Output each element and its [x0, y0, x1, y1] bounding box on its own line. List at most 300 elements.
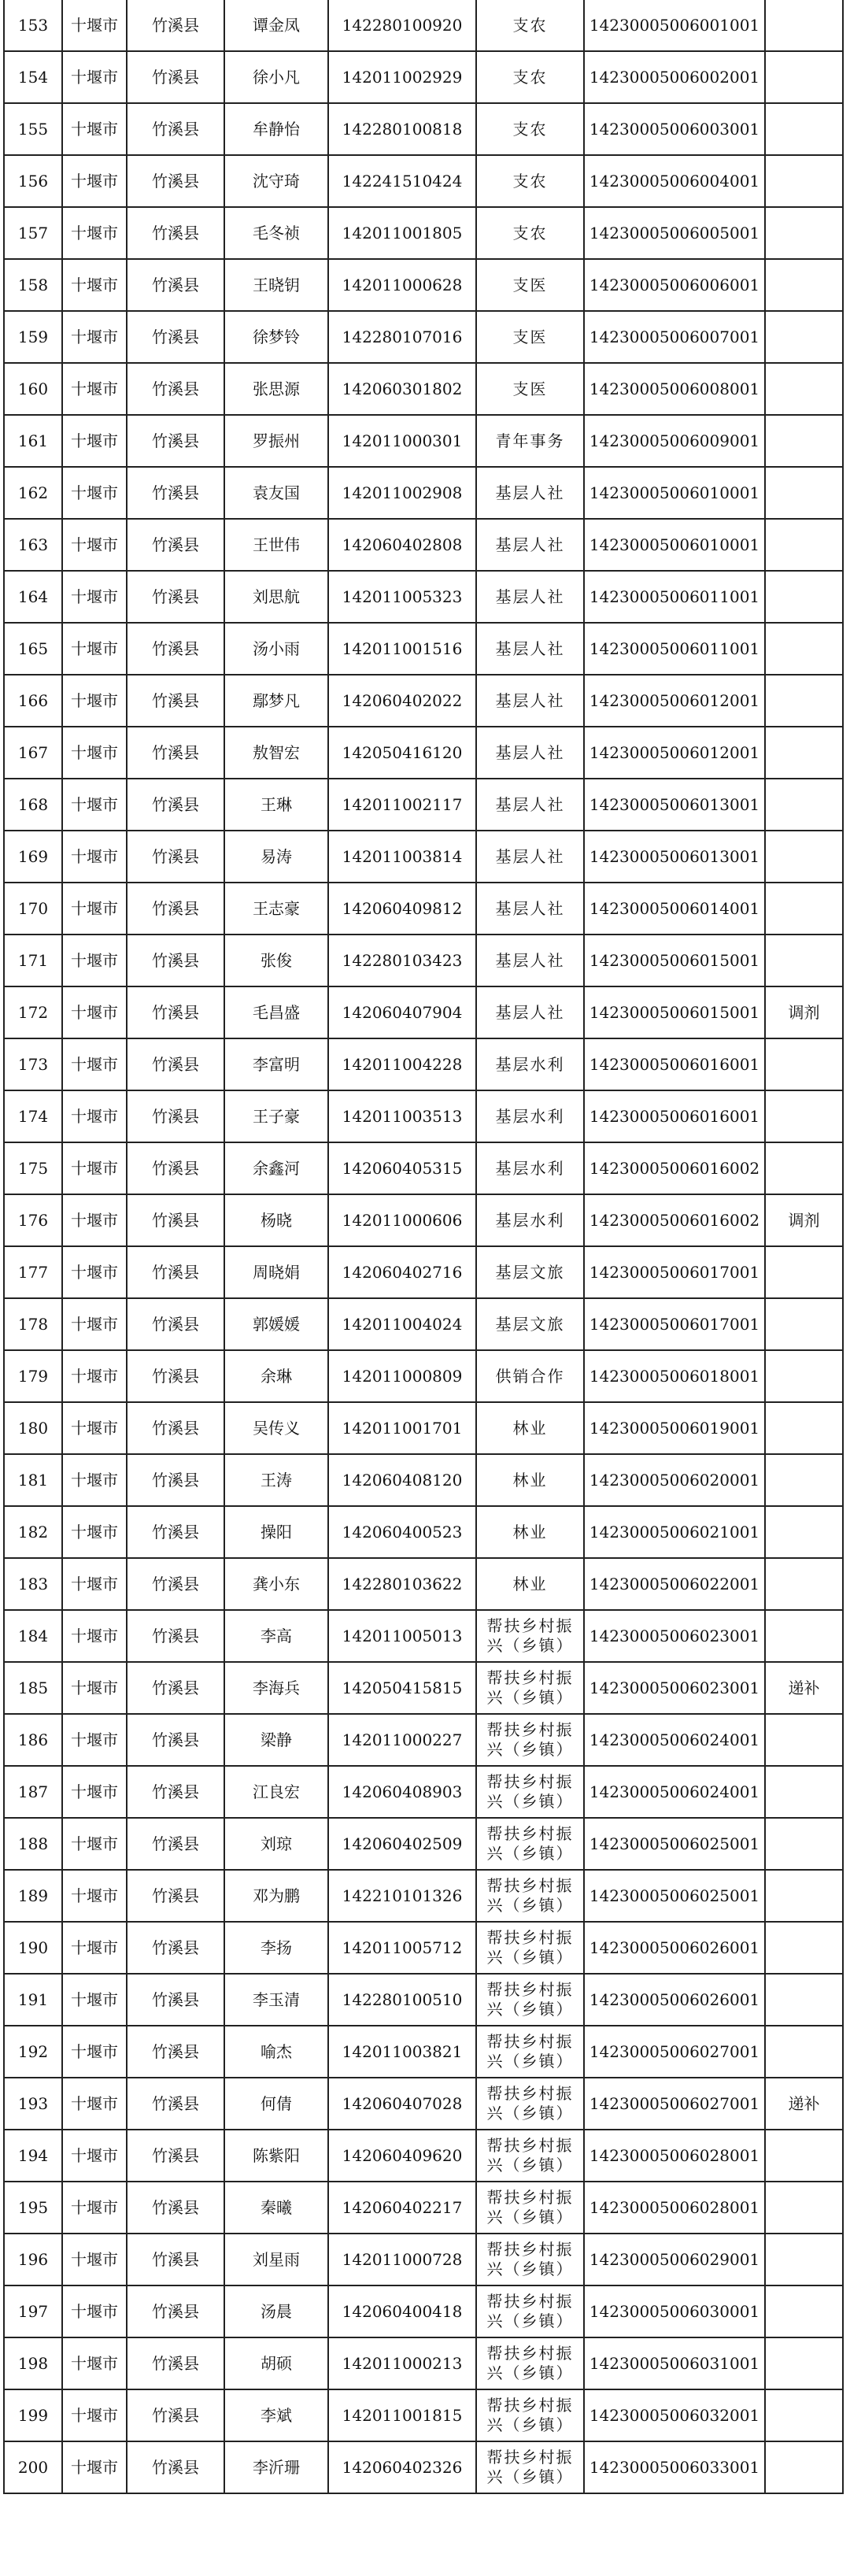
table-row — [4, 2441, 843, 2493]
cell-note — [765, 311, 843, 363]
cell-type — [476, 2130, 584, 2182]
cell-name: 李斌 — [224, 2389, 328, 2441]
cell-note — [765, 2337, 843, 2389]
cell-county: 竹溪县 — [127, 2337, 224, 2389]
cell-no: 194 — [4, 2130, 62, 2182]
cell-note — [765, 519, 843, 571]
cell-code: 14230005006010001 — [584, 467, 765, 519]
cell-name: 秦曦 — [224, 2182, 328, 2234]
cell-city: 十堰市 — [62, 207, 127, 259]
cell-note — [765, 1090, 843, 1142]
cell-name: 杨晓 — [224, 1194, 328, 1246]
cell-no: 171 — [4, 935, 62, 986]
position-type-text: 基层水利 — [495, 1054, 565, 1074]
table-row — [4, 1766, 843, 1818]
cell-name: 郭媛媛 — [224, 1298, 328, 1350]
cell-note — [765, 155, 843, 207]
cell-type — [476, 2441, 584, 2493]
cell-code: 14230005006005001 — [584, 207, 765, 259]
cell-code: 14230005006002001 — [584, 51, 765, 103]
cell-city: 十堰市 — [62, 2441, 127, 2493]
table-row — [4, 467, 843, 519]
cell-type — [476, 363, 584, 415]
cell-county: 竹溪县 — [127, 51, 224, 103]
cell-no: 175 — [4, 1142, 62, 1194]
table-row — [4, 1038, 843, 1090]
cell-no: 167 — [4, 727, 62, 779]
cell-no: 165 — [4, 623, 62, 675]
cell-city: 十堰市 — [62, 1506, 127, 1558]
table-row — [4, 1506, 843, 1558]
cell-type — [476, 1402, 584, 1454]
cell-city: 十堰市 — [62, 2337, 127, 2389]
cell-county: 竹溪县 — [127, 1818, 224, 1870]
cell-county: 竹溪县 — [127, 1038, 224, 1090]
cell-exam-id: 142280100510 — [328, 1974, 476, 2026]
cell-name: 沈守琦 — [224, 155, 328, 207]
cell-type — [476, 1974, 584, 2026]
cell-exam-id: 142060409812 — [328, 883, 476, 935]
position-type-text: 帮扶乡村振兴（乡镇） — [486, 1928, 574, 1967]
table-row — [4, 831, 843, 883]
cell-code: 14230005006001001 — [584, 0, 765, 51]
cell-no: 173 — [4, 1038, 62, 1090]
cell-city: 十堰市 — [62, 2078, 127, 2130]
cell-name: 刘琼 — [224, 1818, 328, 1870]
cell-county: 竹溪县 — [127, 779, 224, 831]
position-type-text: 基层文旅 — [495, 1262, 565, 1282]
table-row — [4, 2285, 843, 2337]
cell-exam-id: 142280103423 — [328, 935, 476, 986]
cell-county: 竹溪县 — [127, 415, 224, 467]
cell-note — [765, 259, 843, 311]
cell-code: 14230005006024001 — [584, 1766, 765, 1818]
position-type-text: 帮扶乡村振兴（乡镇） — [486, 1772, 574, 1811]
cell-name: 汤晨 — [224, 2285, 328, 2337]
cell-no: 159 — [4, 311, 62, 363]
table-row — [4, 259, 843, 311]
cell-name: 喻杰 — [224, 2026, 328, 2078]
cell-no: 154 — [4, 51, 62, 103]
cell-exam-id: 142011001701 — [328, 1402, 476, 1454]
table-row — [4, 2337, 843, 2389]
cell-county: 竹溪县 — [127, 0, 224, 51]
cell-city: 十堰市 — [62, 1038, 127, 1090]
table-row — [4, 2234, 843, 2285]
cell-note — [765, 779, 843, 831]
cell-type — [476, 1298, 584, 1350]
cell-note — [765, 2130, 843, 2182]
table-row — [4, 519, 843, 571]
cell-exam-id: 142280100818 — [328, 103, 476, 155]
table-row — [4, 1246, 843, 1298]
cell-no: 172 — [4, 986, 62, 1038]
cell-county: 竹溪县 — [127, 2285, 224, 2337]
cell-name: 毛昌盛 — [224, 986, 328, 1038]
table-row — [4, 779, 843, 831]
cell-city: 十堰市 — [62, 1974, 127, 2026]
cell-no: 189 — [4, 1870, 62, 1922]
cell-type — [476, 1714, 584, 1766]
cell-county: 竹溪县 — [127, 831, 224, 883]
cell-note — [765, 2234, 843, 2285]
cell-county: 竹溪县 — [127, 2078, 224, 2130]
cell-note — [765, 1766, 843, 1818]
cell-exam-id: 142011005323 — [328, 571, 476, 623]
cell-name: 王晓钥 — [224, 259, 328, 311]
cell-name: 张俊 — [224, 935, 328, 986]
cell-exam-id: 142060402022 — [328, 675, 476, 727]
cell-exam-id: 142280107016 — [328, 311, 476, 363]
cell-exam-id: 142011000213 — [328, 2337, 476, 2389]
cell-type — [476, 415, 584, 467]
cell-name: 易涛 — [224, 831, 328, 883]
cell-type — [476, 623, 584, 675]
cell-code: 14230005006008001 — [584, 363, 765, 415]
position-type-text: 支农 — [512, 15, 548, 35]
cell-county: 竹溪县 — [127, 623, 224, 675]
table-row — [4, 1142, 843, 1194]
cell-type — [476, 986, 584, 1038]
cell-code: 14230005006014001 — [584, 883, 765, 935]
cell-county: 竹溪县 — [127, 519, 224, 571]
position-type-text: 基层人社 — [495, 483, 565, 502]
cell-city: 十堰市 — [62, 675, 127, 727]
cell-county: 竹溪县 — [127, 1402, 224, 1454]
cell-county: 竹溪县 — [127, 2389, 224, 2441]
cell-no: 176 — [4, 1194, 62, 1246]
cell-type — [476, 1558, 584, 1610]
cell-county: 竹溪县 — [127, 2130, 224, 2182]
cell-code: 14230005006016002 — [584, 1194, 765, 1246]
cell-county: 竹溪县 — [127, 1298, 224, 1350]
cell-note — [765, 0, 843, 51]
cell-no: 185 — [4, 1662, 62, 1714]
cell-no: 178 — [4, 1298, 62, 1350]
cell-code: 14230005006020001 — [584, 1454, 765, 1506]
table-row — [4, 2389, 843, 2441]
cell-no: 163 — [4, 519, 62, 571]
cell-type — [476, 1662, 584, 1714]
position-type-text: 帮扶乡村振兴（乡镇） — [486, 2032, 574, 2071]
position-type-text: 基层文旅 — [495, 1314, 565, 1334]
position-type-text: 帮扶乡村振兴（乡镇） — [486, 2188, 574, 2226]
cell-note — [765, 1974, 843, 2026]
cell-type — [476, 1038, 584, 1090]
position-type-text: 林业 — [512, 1522, 548, 1542]
position-type-text: 帮扶乡村振兴（乡镇） — [486, 2292, 574, 2330]
cell-county: 竹溪县 — [127, 986, 224, 1038]
cell-county: 竹溪县 — [127, 2182, 224, 2234]
cell-exam-id: 142011000301 — [328, 415, 476, 467]
cell-exam-id: 142011000628 — [328, 259, 476, 311]
cell-code: 14230005006016001 — [584, 1090, 765, 1142]
cell-county: 竹溪县 — [127, 571, 224, 623]
cell-county: 竹溪县 — [127, 1610, 224, 1662]
cell-name: 吴传义 — [224, 1402, 328, 1454]
cell-note — [765, 1350, 843, 1402]
cell-name: 余琳 — [224, 1350, 328, 1402]
table-row — [4, 571, 843, 623]
cell-name: 王世伟 — [224, 519, 328, 571]
cell-no: 200 — [4, 2441, 62, 2493]
cell-note: 调剂 — [765, 1194, 843, 1246]
cell-type — [476, 1090, 584, 1142]
cell-city: 十堰市 — [62, 1246, 127, 1298]
cell-type — [476, 1922, 584, 1974]
cell-no: 182 — [4, 1506, 62, 1558]
cell-note — [765, 1818, 843, 1870]
cell-exam-id: 142050415815 — [328, 1662, 476, 1714]
cell-name: 王琳 — [224, 779, 328, 831]
cell-note — [765, 467, 843, 519]
cell-name: 袁友国 — [224, 467, 328, 519]
cell-no: 187 — [4, 1766, 62, 1818]
cell-county: 竹溪县 — [127, 1662, 224, 1714]
cell-city: 十堰市 — [62, 1454, 127, 1506]
cell-no: 161 — [4, 415, 62, 467]
position-type-text: 青年事务 — [495, 431, 565, 450]
cell-county: 竹溪县 — [127, 2441, 224, 2493]
cell-no: 188 — [4, 1818, 62, 1870]
cell-no: 195 — [4, 2182, 62, 2234]
cell-no: 174 — [4, 1090, 62, 1142]
cell-name: 李富明 — [224, 1038, 328, 1090]
cell-note — [765, 1246, 843, 1298]
cell-exam-id: 142060408903 — [328, 1766, 476, 1818]
cell-type — [476, 519, 584, 571]
cell-name: 李玉清 — [224, 1974, 328, 2026]
cell-county: 竹溪县 — [127, 1350, 224, 1402]
cell-city: 十堰市 — [62, 51, 127, 103]
table-row — [4, 1194, 843, 1246]
cell-type — [476, 883, 584, 935]
cell-county: 竹溪县 — [127, 2234, 224, 2285]
cell-type — [476, 571, 584, 623]
cell-city: 十堰市 — [62, 1714, 127, 1766]
cell-no: 160 — [4, 363, 62, 415]
position-type-text: 帮扶乡村振兴（乡镇） — [486, 2448, 574, 2486]
cell-name: 刘思航 — [224, 571, 328, 623]
cell-county: 竹溪县 — [127, 1142, 224, 1194]
cell-exam-id: 142011002908 — [328, 467, 476, 519]
cell-code: 14230005006023001 — [584, 1610, 765, 1662]
table-row — [4, 1350, 843, 1402]
cell-city: 十堰市 — [62, 259, 127, 311]
position-type-text: 帮扶乡村振兴（乡镇） — [486, 2344, 574, 2382]
cell-exam-id: 142280100920 — [328, 0, 476, 51]
position-type-text: 帮扶乡村振兴（乡镇） — [486, 1980, 574, 2019]
cell-county: 竹溪县 — [127, 727, 224, 779]
cell-exam-id: 142011002117 — [328, 779, 476, 831]
cell-city: 十堰市 — [62, 2182, 127, 2234]
position-type-text: 基层人社 — [495, 535, 565, 554]
cell-note — [765, 571, 843, 623]
cell-exam-id: 142060407028 — [328, 2078, 476, 2130]
cell-code: 14230005006025001 — [584, 1818, 765, 1870]
cell-city: 十堰市 — [62, 363, 127, 415]
cell-note — [765, 1454, 843, 1506]
cell-name: 王涛 — [224, 1454, 328, 1506]
cell-exam-id: 142011005013 — [328, 1610, 476, 1662]
cell-note — [765, 2389, 843, 2441]
cell-code: 14230005006017001 — [584, 1246, 765, 1298]
table-row — [4, 986, 843, 1038]
cell-type — [476, 1350, 584, 1402]
position-type-text: 帮扶乡村振兴（乡镇） — [486, 2084, 574, 2123]
cell-note — [765, 2285, 843, 2337]
cell-city: 十堰市 — [62, 571, 127, 623]
cell-type — [476, 675, 584, 727]
cell-code: 14230005006011001 — [584, 571, 765, 623]
cell-type — [476, 1142, 584, 1194]
cell-county: 竹溪县 — [127, 1246, 224, 1298]
cell-code: 14230005006029001 — [584, 2234, 765, 2285]
position-type-text: 帮扶乡村振兴（乡镇） — [486, 1720, 574, 1759]
cell-type — [476, 103, 584, 155]
cell-type — [476, 2078, 584, 2130]
table-row — [4, 727, 843, 779]
cell-county: 竹溪县 — [127, 883, 224, 935]
cell-exam-id: 142011000606 — [328, 1194, 476, 1246]
cell-note: 调剂 — [765, 986, 843, 1038]
cell-note — [765, 1558, 843, 1610]
cell-no: 158 — [4, 259, 62, 311]
cell-type — [476, 1870, 584, 1922]
table-row — [4, 1870, 843, 1922]
cell-city: 十堰市 — [62, 1402, 127, 1454]
cell-no: 166 — [4, 675, 62, 727]
cell-exam-id: 142011000728 — [328, 2234, 476, 2285]
cell-name: 李高 — [224, 1610, 328, 1662]
cell-name: 鄢梦凡 — [224, 675, 328, 727]
cell-county: 竹溪县 — [127, 1090, 224, 1142]
cell-code: 14230005006026001 — [584, 1974, 765, 2026]
position-type-text: 基层水利 — [495, 1106, 565, 1126]
cell-name: 李沂珊 — [224, 2441, 328, 2493]
cell-note — [765, 1922, 843, 1974]
cell-city: 十堰市 — [62, 311, 127, 363]
cell-name: 龚小东 — [224, 1558, 328, 1610]
position-type-text: 基层人社 — [495, 898, 565, 918]
cell-exam-id: 142060402716 — [328, 1246, 476, 1298]
position-type-text: 帮扶乡村振兴（乡镇） — [486, 1616, 574, 1655]
cell-name: 王子豪 — [224, 1090, 328, 1142]
cell-no: 157 — [4, 207, 62, 259]
cell-code: 14230005006024001 — [584, 1714, 765, 1766]
cell-code: 14230005006003001 — [584, 103, 765, 155]
table-row — [4, 2026, 843, 2078]
cell-code: 14230005006010001 — [584, 519, 765, 571]
cell-code: 14230005006013001 — [584, 831, 765, 883]
position-type-text: 帮扶乡村振兴（乡镇） — [486, 2136, 574, 2174]
position-type-text: 支农 — [512, 171, 548, 191]
position-type-text: 帮扶乡村振兴（乡镇） — [486, 1668, 574, 1707]
cell-note: 递补 — [765, 2078, 843, 2130]
cell-code: 14230005006013001 — [584, 779, 765, 831]
cell-city: 十堰市 — [62, 467, 127, 519]
cell-note — [765, 363, 843, 415]
cell-exam-id: 142011005712 — [328, 1922, 476, 1974]
cell-county: 竹溪县 — [127, 259, 224, 311]
position-type-text: 帮扶乡村振兴（乡镇） — [486, 2240, 574, 2278]
cell-code: 14230005006004001 — [584, 155, 765, 207]
cell-type — [476, 51, 584, 103]
table-row — [4, 2078, 843, 2130]
cell-city: 十堰市 — [62, 415, 127, 467]
cell-city: 十堰市 — [62, 2026, 127, 2078]
table-row — [4, 51, 843, 103]
cell-city: 十堰市 — [62, 519, 127, 571]
cell-exam-id: 142011004024 — [328, 1298, 476, 1350]
cell-city: 十堰市 — [62, 1142, 127, 1194]
cell-exam-id: 142060400418 — [328, 2285, 476, 2337]
table-row — [4, 1974, 843, 2026]
table-row — [4, 311, 843, 363]
cell-no: 191 — [4, 1974, 62, 2026]
cell-name: 谭金凤 — [224, 0, 328, 51]
position-type-text: 支医 — [512, 379, 548, 398]
cell-note — [765, 1610, 843, 1662]
position-type-text: 基层水利 — [495, 1210, 565, 1230]
cell-exam-id: 142060405315 — [328, 1142, 476, 1194]
cell-no: 192 — [4, 2026, 62, 2078]
cell-exam-id: 142011004228 — [328, 1038, 476, 1090]
cell-county: 竹溪县 — [127, 675, 224, 727]
cell-code: 14230005006015001 — [584, 935, 765, 986]
position-type-text: 帮扶乡村振兴（乡镇） — [486, 1876, 574, 1915]
cell-code: 14230005006033001 — [584, 2441, 765, 2493]
cell-no: 177 — [4, 1246, 62, 1298]
table-row — [4, 675, 843, 727]
cell-city: 十堰市 — [62, 2285, 127, 2337]
cell-type — [476, 155, 584, 207]
cell-exam-id: 142060402509 — [328, 1818, 476, 1870]
cell-code: 14230005006011001 — [584, 623, 765, 675]
cell-code: 14230005006027001 — [584, 2026, 765, 2078]
cell-note — [765, 727, 843, 779]
cell-type — [476, 2285, 584, 2337]
table-row — [4, 1922, 843, 1974]
cell-city: 十堰市 — [62, 1558, 127, 1610]
cell-code: 14230005006028001 — [584, 2130, 765, 2182]
cell-name: 王志豪 — [224, 883, 328, 935]
cell-no: 168 — [4, 779, 62, 831]
table-row — [4, 2130, 843, 2182]
cell-county: 竹溪县 — [127, 207, 224, 259]
cell-city: 十堰市 — [62, 1610, 127, 1662]
cell-city: 十堰市 — [62, 155, 127, 207]
cell-type — [476, 2182, 584, 2234]
cell-type — [476, 1610, 584, 1662]
cell-no: 180 — [4, 1402, 62, 1454]
cell-no: 198 — [4, 2337, 62, 2389]
cell-name: 陈紫阳 — [224, 2130, 328, 2182]
cell-city: 十堰市 — [62, 727, 127, 779]
cell-county: 竹溪县 — [127, 2026, 224, 2078]
table-body — [4, 0, 843, 2493]
cell-code: 14230005006007001 — [584, 311, 765, 363]
table-row — [4, 1402, 843, 1454]
position-type-text: 支农 — [512, 67, 548, 87]
cell-no: 153 — [4, 0, 62, 51]
position-type-text: 支农 — [512, 223, 548, 242]
cell-type — [476, 779, 584, 831]
cell-note — [765, 2441, 843, 2493]
cell-exam-id: 142060402217 — [328, 2182, 476, 2234]
position-type-text: 林业 — [512, 1470, 548, 1490]
position-type-text: 林业 — [512, 1418, 548, 1438]
